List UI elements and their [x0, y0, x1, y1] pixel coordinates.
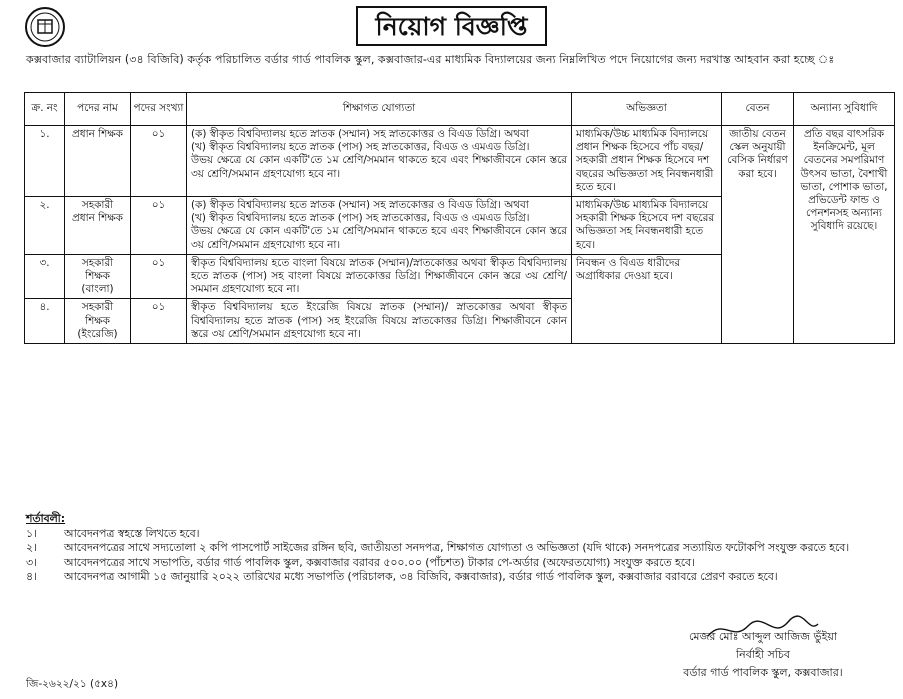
list-item: [26, 527, 896, 541]
header-other-benefits: অন্যান্য সুবিধাদি: [794, 93, 895, 126]
row-qualification: [187, 299, 572, 344]
term-number: ২।: [26, 541, 37, 555]
vacancy-table: [24, 92, 895, 344]
term-number: ৪।: [26, 569, 37, 583]
salary-cell: জাতীয় বেতন স্কেল অনুযায়ী বেসিক নির্ধারণ করা হবে।: [722, 126, 794, 344]
term-text: আবেদনপত্রের সাথে সদ্যতোলা ২ কপি পাসপোর্ট সাইজের রঙ্গিন ছবি, জাতীয়তা সনদপত্র, শিক্ষাগত যোগ্যতা ও অভিজ্ঞতা (যদি থাকে) সনদপত্রের সত্যায়িত ফটোকপি সংযুক্ত করতে হবে।: [64, 541, 850, 555]
row-qualification: [187, 126, 572, 197]
intro-paragraph: কক্সবাজার ব্যাটালিয়ন (৩৪ বিজিবি) কর্তৃক পরিচালিত বর্ডার গার্ড পাবলিক স্কুল, কক্সবাজার-এর মাধ্যমিক বিদ্যালয়ের জন্য নিম্নলিখিত পদে নিয়োগের জন্য দরখাস্ত আহবান করা হচ্ছে ঃ: [26, 53, 835, 66]
row-serial: ২.: [25, 197, 65, 255]
signatory-name: মেজর মোঃ আব্দুল আজিজ ভুঁইয়া: [688, 630, 838, 643]
terms-section: [26, 512, 896, 584]
header-serial: ক্র. নং: [25, 93, 65, 126]
qualification-line: উভয় ক্ষেত্রে যে কোন একটি'তে ১ম শ্রেণি/সমমান থাকতে হবে এবং শিক্ষাজীবনে কোন স্তরে ৩য় শ্রেণি/সমমান গ্রহণযোগ্য হবে না।: [191, 154, 567, 180]
signatory-organization: বর্ডার গার্ড পাবলিক স্কুল, কক্সবাজার।: [683, 666, 843, 679]
notice-title: নিয়োগ বিজ্ঞপ্তি: [0, 6, 903, 46]
signature-block: [643, 628, 883, 682]
other-benefits-cell: প্রতি বছর বাৎসরিক ইনক্রিমেন্ট, মূল বেতনের সমপরিমাণ উৎসব ভাতা, বৈশাখী ভাতা, পোশাক ভাতা, প্রভিডেন্ট ফান্ড ও পেনশনসহ অন্যান্য সুবিধাদি রয়েছে।: [794, 126, 895, 344]
qualification-line: স্বীকৃত বিশ্ববিদ্যালয় হতে ইংরেজি বিষয়ে স্নাতক (সম্মান)/ স্নাতকোত্তর অথবা স্বীকৃত বিশ্ববিদ্যালয় হতে স্নাতক (পাস) সহ ইংরেজি বিষয়ে স্নাতকোত্তর ডিগ্রি। শিক্ষাজীবনে কোন স্তরে ৩য় শ্রেণি/সমমান গ্রহণযোগ্য হবে না।: [191, 301, 567, 340]
header-post: পদের নাম: [65, 93, 131, 126]
row-post: প্রধান শিক্ষক: [65, 126, 131, 197]
qualification-line: (খ) স্বীকৃত বিশ্ববিদ্যালয় হতে স্নাতক (পাস) সহ স্নাতকোত্তর, বিএড ও এমএড ডিগ্রি।: [191, 141, 530, 154]
qualification-line: স্বীকৃত বিশ্ববিদ্যালয় হতে বাংলা বিষয়ে স্নাতক (সম্মান)/স্নাতকোত্তর অথবা স্বীকৃত বিশ্ববিদ্যালয় হতে স্নাতক (পাস) সহ বাংলা বিষয়ে স্নাতকোত্তর ডিগ্রি। শিক্ষাজীবনে কোন স্তরে ৩য় শ্রেণি/সমমান গ্রহণযোগ্য হবে না।: [191, 256, 567, 296]
row-experience: মাধ্যমিক/উচ্চ মাধ্যমিক বিদ্যালয়ে সহকারী শিক্ষক হিসেবে দশ বছরের অভিজ্ঞতা সহ নিবন্ধনধারী হতে হবে।: [572, 197, 722, 255]
row-serial: ৩.: [25, 254, 65, 299]
row-experience: মাধ্যমিক/উচ্চ মাধ্যমিক বিদ্যালয়ে প্রধান শিক্ষক হিসেবে পাঁচ বছর/ সহকারী প্রধান শিক্ষক হিসেবে দশ বছরের অভিজ্ঞতা সহ নিবন্ধনধারী হতে হবে।: [572, 126, 722, 197]
signatory-designation: নির্বাহী সচিব: [736, 648, 790, 661]
header-experience: অভিজ্ঞতা: [572, 93, 722, 126]
header-qualification: শিক্ষাগত যোগ্যতা: [187, 93, 572, 126]
signature-scribble-icon: [703, 614, 823, 644]
qualification-line: (ক) স্বীকৃত বিশ্ববিদ্যালয় হতে স্নাতক (সম্মান) সহ স্নাতকোত্তর ও বিএড ডিগ্রি। অথবা: [191, 128, 529, 140]
row-count: ০১: [131, 126, 187, 197]
table-row: [25, 126, 895, 197]
qualification-line: (খ) স্বীকৃত বিশ্ববিদ্যালয় হতে স্নাতক (পাস) সহ স্নাতকোত্তর, বিএড ও এমএড ডিগ্রি।: [191, 212, 530, 225]
row-serial: ১.: [25, 126, 65, 197]
row-post: সহকারী শিক্ষক (ইংরেজি): [65, 299, 131, 344]
qualification-line: উভয় ক্ষেত্রে যে কোন একটি'তে ১ম শ্রেণি/সমমান থাকতে হবে এবং শিক্ষাজীবনে কোন স্তরে ৩য় শ্রেণি/সমমান গ্রহণযোগ্য হবে না।: [191, 225, 567, 251]
table-header-row: [25, 93, 895, 126]
term-text: আবেদনপত্র স্বহস্তে লিখতে হবে।: [64, 527, 200, 541]
terms-heading: শর্তাবলী:: [26, 512, 66, 525]
row-qualification: [187, 254, 572, 299]
row-experience-shared: নিবন্ধন ও বিএড ধারীদের অগ্রাধিকার দেওয়া হবে।: [572, 254, 722, 343]
term-text: আবেদনপত্রের সাথে সভাপতি, বর্ডার গার্ড পাবলিক স্কুল, কক্সবাজার বরাবর ৫০০.০০ (পাঁচশত) টাকার পে-অর্ডার (অফেরতযোগ্য) সংযুক্ত করতে হবে।: [64, 555, 695, 569]
row-post: সহকারী শিক্ষক (বাংলা): [65, 254, 131, 299]
list-item: [26, 541, 896, 555]
row-count: ০১: [131, 299, 187, 344]
term-number: ৩।: [26, 555, 37, 569]
row-count: ০১: [131, 254, 187, 299]
header-count: পদের সংখ্যা: [131, 93, 187, 126]
row-serial: ৪.: [25, 299, 65, 344]
term-text: আবেদনপত্র আগামী ১৫ জানুয়ারি ২০২২ তারিখের মধ্যে সভাপতি (পরিচালক, ৩৪ বিজিবি, কক্সবাজার), বর্ডার গার্ড পাবলিক স্কুল, কক্সবাজার বরাবরে প্রেরণ করতে হবে।: [64, 569, 778, 583]
row-count: ০১: [131, 197, 187, 255]
term-number: ১।: [26, 527, 37, 541]
list-item: [26, 556, 896, 570]
notice-code: জি-২৬২২/২১ (৫x৪): [26, 678, 119, 690]
qualification-line: (ক) স্বীকৃত বিশ্ববিদ্যালয় হতে স্নাতক (সম্মান) সহ স্নাতকোত্তর ও বিএড ডিগ্রি। অথবা: [191, 199, 529, 212]
header-salary: বেতন: [722, 93, 794, 126]
list-item: [26, 570, 896, 584]
row-qualification: [187, 197, 572, 255]
row-post: সহকারী প্রধান শিক্ষক: [65, 197, 131, 255]
